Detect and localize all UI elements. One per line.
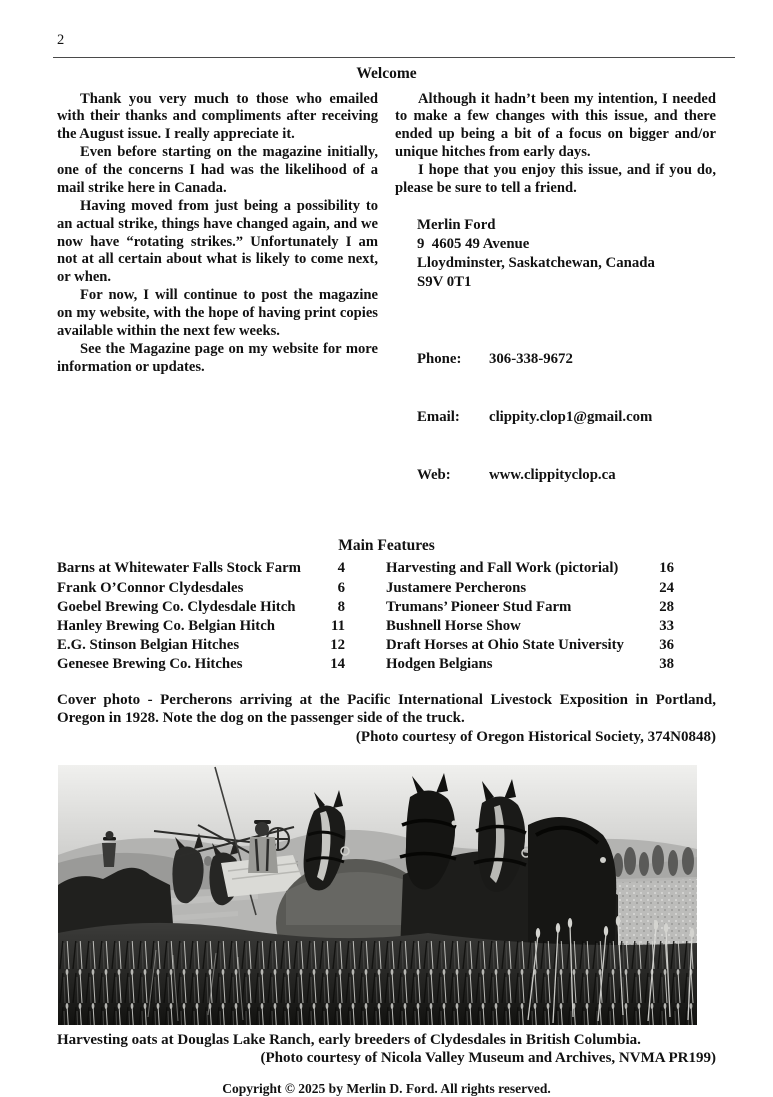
toc-right-column xyxy=(386,559,674,674)
web-value: www.clippityclop.ca xyxy=(489,466,616,483)
harvest-photo xyxy=(58,765,697,1025)
toc-item-page: 8 xyxy=(337,598,345,615)
main-features-section xyxy=(57,537,716,674)
toc-item-page: 16 xyxy=(659,560,674,577)
welcome-right-column xyxy=(395,91,716,524)
contact-address-line: Lloydminster, Saskatchewan, Canada xyxy=(417,255,655,272)
harvest-photo-illustration xyxy=(58,765,697,1025)
toc-row xyxy=(57,636,345,655)
cover-photo-text: Cover photo - Percherons arriving at the Pacific International Livestock Exposition in Portland, Oregon in 1928. Note the dog on the passenger side of the truck. xyxy=(57,691,716,727)
welcome-columns xyxy=(57,91,716,524)
cover-photo-credit: (Photo courtesy of Oregon Historical Society, 374N0848) xyxy=(355,728,716,745)
toc-item-title: Bushnell Horse Show xyxy=(386,617,521,634)
toc-item-title: Draft Horses at Ohio State University xyxy=(386,637,624,654)
photo-caption-text: Harvesting oats at Douglas Lake Ranch, early breeders of Clydesdales in British Columbia. xyxy=(57,1031,641,1048)
copyright-line: Copyright © 2025 by Merlin D. Ford. All rights reserved. xyxy=(222,1080,551,1096)
toc-item-title: Frank O’Connor Clydesdales xyxy=(57,579,244,596)
header-rule xyxy=(53,57,735,58)
paragraph: See the Magazine page on my website for more information or updates. xyxy=(57,340,378,375)
contact-rows xyxy=(417,312,716,524)
contact-address-line: S9V 0T1 xyxy=(417,274,472,291)
toc-item-page: 11 xyxy=(331,617,345,634)
contact-address-line: 9 4605 49 Avenue xyxy=(417,235,530,252)
paragraph: Although it hadn’t been my intention, I needed to make a few changes with this issue, and there ended up being a bit of a focus on bigger and/or unique hitches from early days. xyxy=(395,90,716,161)
toc-item-title: Harvesting and Fall Work (pictorial) xyxy=(386,560,619,577)
toc-item-page: 14 xyxy=(330,656,345,673)
toc-row xyxy=(386,636,674,655)
toc-item-title: E.G. Stinson Belgian Hitches xyxy=(57,637,240,654)
toc-row xyxy=(386,598,674,617)
page-number: 2 xyxy=(57,32,65,48)
contact-name: Merlin Ford xyxy=(417,216,496,233)
toc-item-page: 24 xyxy=(659,579,674,596)
web-label: Web: xyxy=(417,466,451,483)
toc-left-column xyxy=(57,559,345,674)
toc-row xyxy=(386,559,674,578)
email-value: clippity.clop1@gmail.com xyxy=(489,408,653,425)
toc-row xyxy=(57,617,345,636)
toc-row xyxy=(57,655,345,674)
contact-row-web xyxy=(417,466,716,485)
toc-item-title: Genesee Brewing Co. Hitches xyxy=(57,656,243,673)
toc-item-title: Hanley Brewing Co. Belgian Hitch xyxy=(57,617,275,634)
paragraph: Having moved from just being a possibility to an actual strike, things have changed again, and we now have “rotating strikes.” Unfortunately I am not at all certain about what is likely to come next, or when. xyxy=(57,197,378,286)
contact-row-email xyxy=(417,408,716,427)
toc-item-page: 4 xyxy=(337,560,345,577)
toc-row xyxy=(386,655,674,674)
toc-row xyxy=(57,579,345,598)
toc-row xyxy=(57,559,345,578)
paragraph: Thank you very much to those who emailed with their thanks and compliments after receiving the August issue. I really appreciate it. xyxy=(57,90,378,143)
toc-item-title: Hodgen Belgians xyxy=(386,656,493,673)
welcome-left-column xyxy=(57,91,378,524)
contact-row-phone xyxy=(417,350,716,369)
toc-row xyxy=(57,598,345,617)
paragraph: For now, I will continue to post the magazine on my website, with the hope of having print copies available within the next few weeks. xyxy=(57,287,378,339)
paragraph: Even before starting on the magazine initially, one of the concerns I had was the likelihood of a mail strike here in Canada. xyxy=(57,144,378,196)
toc-item-title: Goebel Brewing Co. Clydesdale Hitch xyxy=(57,598,296,615)
contact-block xyxy=(395,216,716,524)
paragraph: I hope that you enjoy this issue, and if you do, please be sure to tell a friend. xyxy=(395,162,716,196)
toc-item-page: 38 xyxy=(659,656,674,673)
toc-item-page: 36 xyxy=(659,637,674,654)
toc-item-page: 12 xyxy=(330,637,345,654)
toc-row xyxy=(386,617,674,636)
photo-caption-credit: (Photo courtesy of Nicola Valley Museum and Archives, NVMA PR199) xyxy=(260,1050,716,1067)
email-label: Email: xyxy=(417,408,460,425)
photo-caption xyxy=(57,1031,716,1068)
phone-value: 306-338-9672 xyxy=(489,351,573,368)
toc-item-title: Justamere Percherons xyxy=(386,579,527,596)
toc-row xyxy=(386,579,674,598)
phone-label: Phone: xyxy=(417,351,462,368)
toc-item-page: 28 xyxy=(659,598,674,615)
main-features-heading: Main Features xyxy=(338,537,435,555)
toc-item-title: Trumans’ Pioneer Stud Farm xyxy=(386,598,572,615)
toc-item-page: 33 xyxy=(659,617,674,634)
toc-item-title: Barns at Whitewater Falls Stock Farm xyxy=(57,560,301,577)
table-of-contents xyxy=(57,559,716,674)
cover-photo-note xyxy=(57,691,716,746)
page-title: Welcome xyxy=(356,64,417,82)
toc-item-page: 6 xyxy=(337,579,345,596)
